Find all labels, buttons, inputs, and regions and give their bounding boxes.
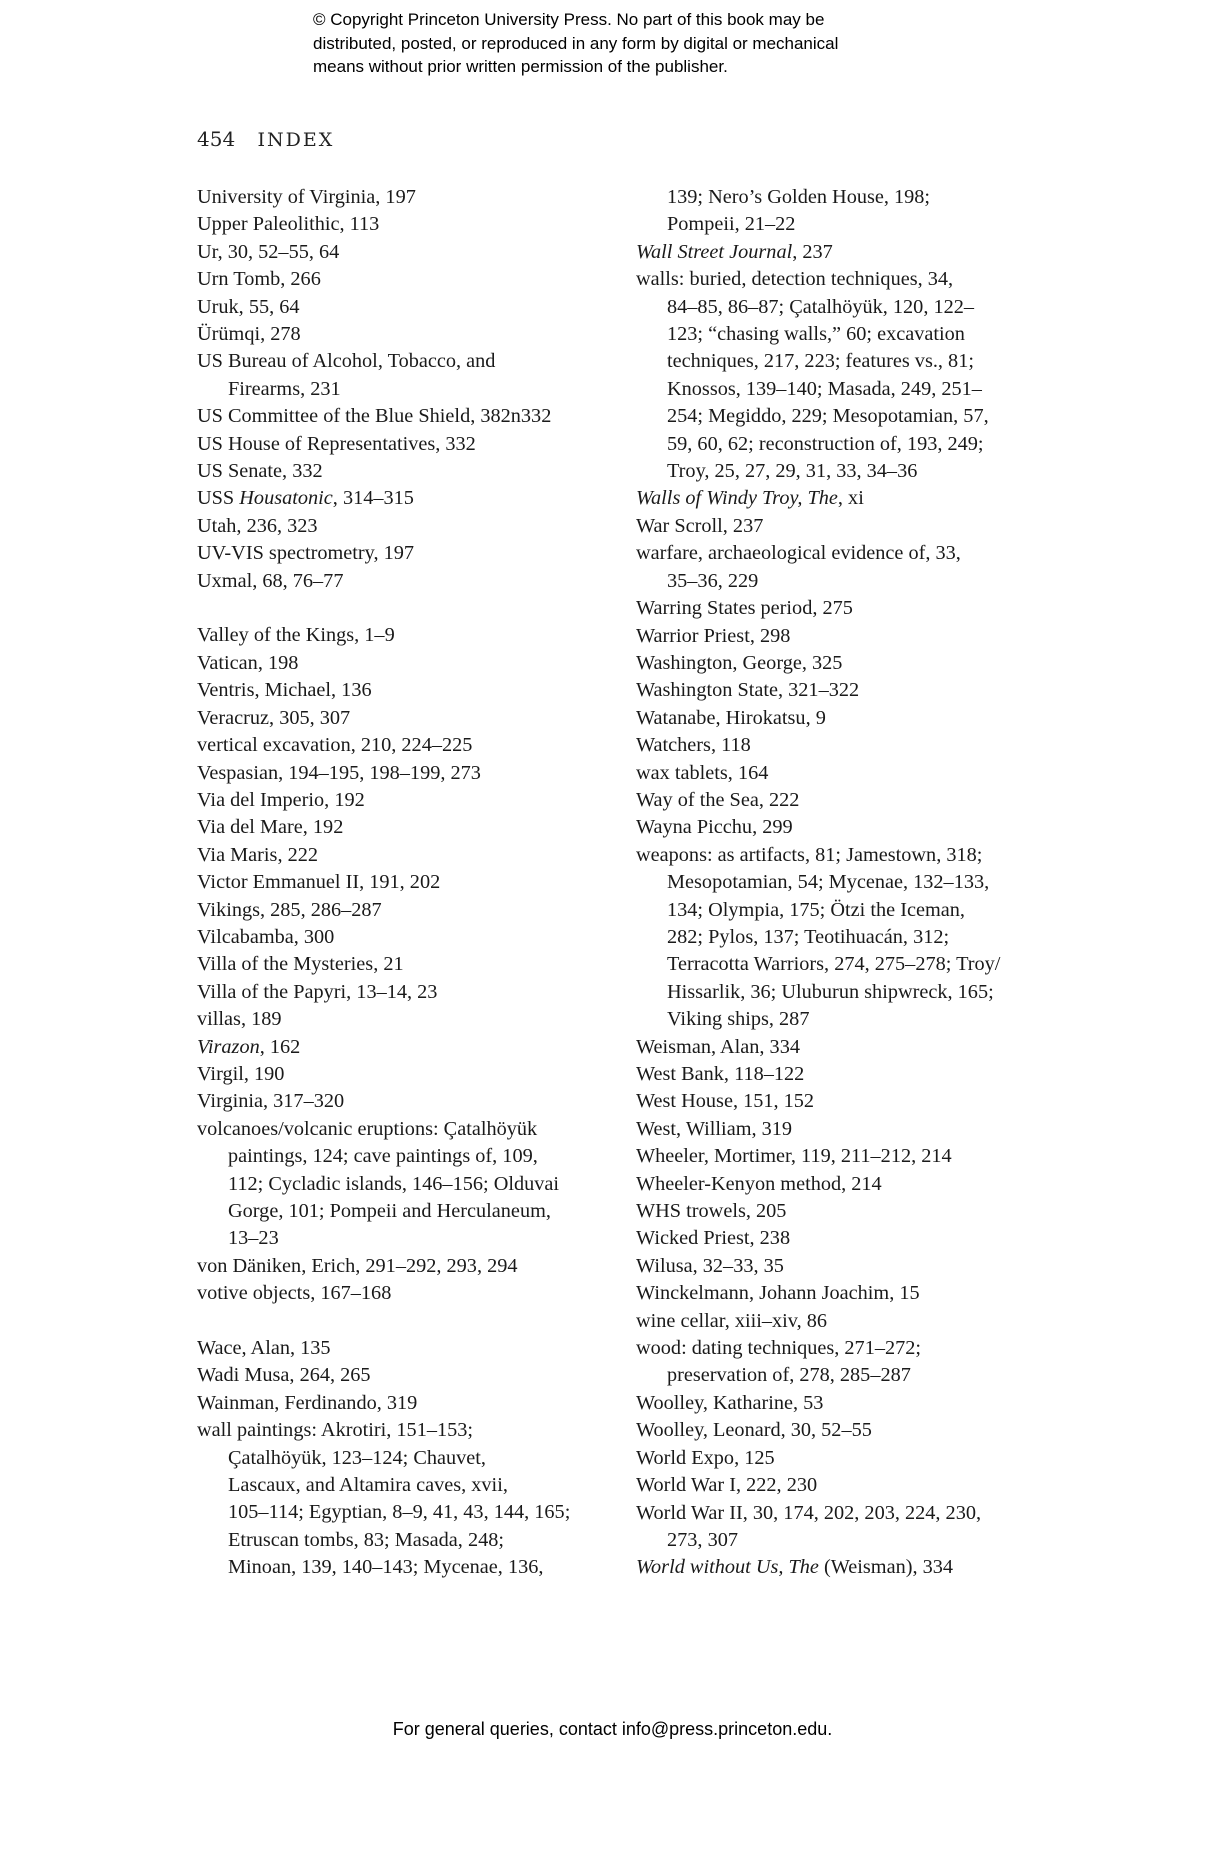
index-column-left bbox=[197, 184, 627, 1582]
index-entry-continuation: Hissarlik, 36; Uluburun shipwreck, 165; bbox=[667, 980, 994, 1003]
index-entry-continuation: 139; Nero’s Golden House, 198; bbox=[667, 186, 931, 208]
index-entry-continuation: 59, 60, 62; reconstruction of, 193, 249; bbox=[667, 432, 984, 455]
index-entry-continuation: Firearms, 231 bbox=[228, 377, 341, 400]
index-entry: World Expo, 125 bbox=[636, 1446, 775, 1469]
index-entry: US House of Representatives, 332 bbox=[197, 432, 476, 455]
index-entry: Uxmal, 68, 76–77 bbox=[197, 569, 344, 592]
index-entry: University of Virginia, 197 bbox=[197, 186, 416, 208]
index-entry: Wainman, Ferdinando, 319 bbox=[197, 1391, 418, 1414]
index-entry: World War II, 30, 174, 202, 203, 224, 230, bbox=[636, 1501, 982, 1524]
index-entry-continuation: 112; Cycladic islands, 146–156; Olduvai bbox=[228, 1172, 560, 1195]
index-entry: Warring States period, 275 bbox=[636, 597, 853, 620]
index-entry: Wayna Picchu, 299 bbox=[636, 816, 793, 839]
index-entry: Woolley, Leonard, 30, 52–55 bbox=[636, 1419, 872, 1442]
index-entry: Virgil, 190 bbox=[197, 1062, 285, 1085]
page-number: 454 bbox=[197, 127, 236, 151]
index-entry: Ventris, Michael, 136 bbox=[197, 679, 372, 702]
index-column-right bbox=[636, 184, 1076, 1582]
index-entry-continuation: paintings, 124; cave paintings of, 109, bbox=[228, 1145, 538, 1168]
index-entry-continuation: 282; Pylos, 137; Teotihuacán, 312; bbox=[667, 925, 950, 948]
index-entry-continuation: Pompeii, 21–22 bbox=[667, 213, 796, 236]
italic-title: Housatonic bbox=[239, 487, 333, 510]
index-entry-continuation: Minoan, 139, 140–143; Mycenae, 136, bbox=[228, 1556, 544, 1579]
index-entry: Villa of the Mysteries, 21 bbox=[197, 953, 404, 976]
index-entry: Warrior Priest, 298 bbox=[636, 624, 791, 647]
index-entry: Wilusa, 32–33, 35 bbox=[636, 1254, 784, 1277]
italic-title: Wall Street Journal bbox=[636, 240, 793, 263]
index-entry-continuation: Mesopotamian, 54; Mycenae, 132–133, bbox=[667, 871, 990, 894]
index-entry: USS Housatonic, 314–315 bbox=[197, 487, 414, 510]
index-entry: Walls of Windy Troy, The, xi bbox=[636, 487, 864, 510]
index-entry: Vespasian, 194–195, 198–199, 273 bbox=[197, 761, 481, 784]
index-entry-continuation: 123; “chasing walls,” 60; excavation bbox=[667, 323, 965, 346]
index-entry-continuation: Viking ships, 287 bbox=[667, 1008, 810, 1031]
index-entry: West, William, 319 bbox=[636, 1117, 793, 1140]
index-entry-continuation: 35–36, 229 bbox=[667, 569, 759, 592]
index-entry-continuation: Terracotta Warriors, 274, 275–278; Troy/ bbox=[667, 953, 1001, 976]
index-entry-continuation: Lascaux, and Altamira caves, xvii, bbox=[228, 1474, 508, 1497]
copyright-line: distributed, posted, or reproduced in any form by digital or mechanical bbox=[313, 33, 839, 53]
index-entry: Vilcabamba, 300 bbox=[197, 925, 335, 948]
index-entry: Via del Mare, 192 bbox=[197, 816, 344, 839]
index-entry: volcanoes/volcanic eruptions: Çatalhöyük bbox=[197, 1117, 538, 1140]
index-entry: Vatican, 198 bbox=[197, 651, 299, 674]
index-entry: West Bank, 118–122 bbox=[636, 1063, 805, 1085]
index-entry: Washington, George, 325 bbox=[636, 651, 843, 674]
index-entry: warfare, archaeological evidence of, 33, bbox=[636, 542, 961, 565]
index-entry: Urn Tomb, 266 bbox=[197, 268, 321, 291]
index-entry: Via Maris, 222 bbox=[197, 843, 319, 866]
index-entry: Wace, Alan, 135 bbox=[197, 1337, 331, 1360]
index-entry: wood: dating techniques, 271–272; bbox=[636, 1337, 922, 1360]
index-entry: villas, 189 bbox=[197, 1008, 282, 1031]
index-entry-continuation: Knossos, 139–140; Masada, 249, 251– bbox=[667, 377, 982, 400]
index-entry: US Bureau of Alcohol, Tobacco, and bbox=[197, 350, 496, 373]
running-header bbox=[197, 127, 334, 151]
index-entry: War Scroll, 237 bbox=[636, 514, 764, 537]
index-entry: Way of the Sea, 222 bbox=[636, 788, 800, 811]
index-entry: World War I, 222, 230 bbox=[636, 1474, 818, 1497]
index-entry: Vikings, 285, 286–287 bbox=[197, 898, 382, 921]
italic-title: World without Us, The bbox=[636, 1556, 819, 1579]
copyright-line: means without prior written permission of the publisher. bbox=[313, 57, 728, 76]
index-entry-continuation: Gorge, 101; Pompeii and Herculaneum, bbox=[228, 1200, 551, 1223]
index-entry: Ur, 30, 52–55, 64 bbox=[197, 240, 340, 263]
index-entry: Wheeler, Mortimer, 119, 211–212, 214 bbox=[636, 1145, 952, 1168]
index-entry: Upper Paleolithic, 113 bbox=[197, 213, 380, 236]
index-entry: Uruk, 55, 64 bbox=[197, 295, 300, 318]
index-entry: Watanabe, Hirokatsu, 9 bbox=[636, 706, 826, 729]
index-entry: Wadi Musa, 264, 265 bbox=[197, 1364, 371, 1387]
italic-title: Virazon bbox=[197, 1035, 260, 1058]
index-entry: Valley of the Kings, 1–9 bbox=[197, 624, 395, 647]
index-entry-continuation: Etruscan tombs, 83; Masada, 248; bbox=[228, 1528, 505, 1551]
index-entry: Villa of the Papyri, 13–14, 23 bbox=[197, 980, 438, 1003]
index-entry: Wicked Priest, 238 bbox=[636, 1227, 791, 1250]
contact-footer: For general queries, contact info@press.princeton.edu. bbox=[392, 1719, 833, 1739]
index-entry: World without Us, The (Weisman), 334 bbox=[636, 1556, 954, 1579]
index-entry: wall paintings: Akrotiri, 151–153; bbox=[197, 1419, 474, 1442]
index-entry: Via del Imperio, 192 bbox=[197, 788, 365, 811]
copyright-line: © Copyright Princeton University Press. No part of this book may be bbox=[313, 10, 825, 29]
letter-group-gap bbox=[197, 1308, 627, 1335]
index-entry: wax tablets, 164 bbox=[636, 761, 769, 784]
index-entry: UV-VIS spectrometry, 197 bbox=[197, 542, 415, 565]
index-entry: Winckelmann, Johann Joachim, 15 bbox=[636, 1282, 920, 1305]
index-entry-continuation: Troy, 25, 27, 29, 31, 33, 34–36 bbox=[667, 460, 918, 483]
copyright-notice bbox=[313, 8, 1013, 79]
letter-group-gap bbox=[197, 595, 627, 622]
index-entry: wine cellar, xiii–xiv, 86 bbox=[636, 1309, 828, 1332]
index-entry: Weisman, Alan, 334 bbox=[636, 1035, 800, 1058]
index-entry: vertical excavation, 210, 224–225 bbox=[197, 734, 473, 757]
italic-title: Walls of Windy Troy, The bbox=[636, 487, 838, 510]
index-entry: votive objects, 167–168 bbox=[197, 1282, 392, 1305]
index-entry: Victor Emmanuel II, 191, 202 bbox=[197, 871, 441, 894]
index-entry: von Däniken, Erich, 291–292, 293, 294 bbox=[197, 1254, 518, 1277]
index-entry-continuation: Çatalhöyük, 123–124; Chauvet, bbox=[228, 1446, 486, 1469]
index-entry: Watchers, 118 bbox=[636, 734, 751, 757]
running-title: INDEX bbox=[257, 129, 335, 151]
index-entry: Wall Street Journal, 237 bbox=[636, 240, 833, 263]
index-entry: WHS trowels, 205 bbox=[636, 1200, 787, 1223]
index-entry-continuation: 105–114; Egyptian, 8–9, 41, 43, 144, 165; bbox=[228, 1501, 571, 1524]
index-entry-continuation: 273, 307 bbox=[667, 1528, 738, 1551]
index-entry: Veracruz, 305, 307 bbox=[197, 706, 351, 729]
index-entry-continuation: 134; Olympia, 175; Ötzi the Iceman, bbox=[667, 898, 965, 921]
index-entry: Utah, 236, 323 bbox=[197, 514, 318, 537]
index-entry: weapons: as artifacts, 81; Jamestown, 318; bbox=[636, 843, 983, 866]
index-entry: Wheeler-Kenyon method, 214 bbox=[636, 1172, 882, 1195]
index-entry: walls: buried, detection techniques, 34, bbox=[636, 268, 954, 291]
index-entry-continuation: 13–23 bbox=[228, 1227, 279, 1250]
index-entry: US Committee of the Blue Shield, 382n332 bbox=[197, 405, 552, 428]
index-entry-continuation: preservation of, 278, 285–287 bbox=[667, 1364, 911, 1387]
index-entry-continuation: techniques, 217, 223; features vs., 81; bbox=[667, 350, 974, 373]
index-entry-continuation: 254; Megiddo, 229; Mesopotamian, 57, bbox=[667, 405, 989, 428]
index-entry: Ürümqi, 278 bbox=[197, 323, 301, 346]
index-entry: West House, 151, 152 bbox=[636, 1090, 815, 1113]
index-entry: US Senate, 332 bbox=[197, 460, 323, 483]
index-entry-continuation: 84–85, 86–87; Çatalhöyük, 120, 122– bbox=[667, 295, 975, 318]
index-entry: Washington State, 321–322 bbox=[636, 679, 860, 702]
index-entry: Virazon, 162 bbox=[197, 1035, 301, 1058]
index-entry: Virginia, 317–320 bbox=[197, 1090, 345, 1113]
index-entry: Woolley, Katharine, 53 bbox=[636, 1391, 824, 1414]
